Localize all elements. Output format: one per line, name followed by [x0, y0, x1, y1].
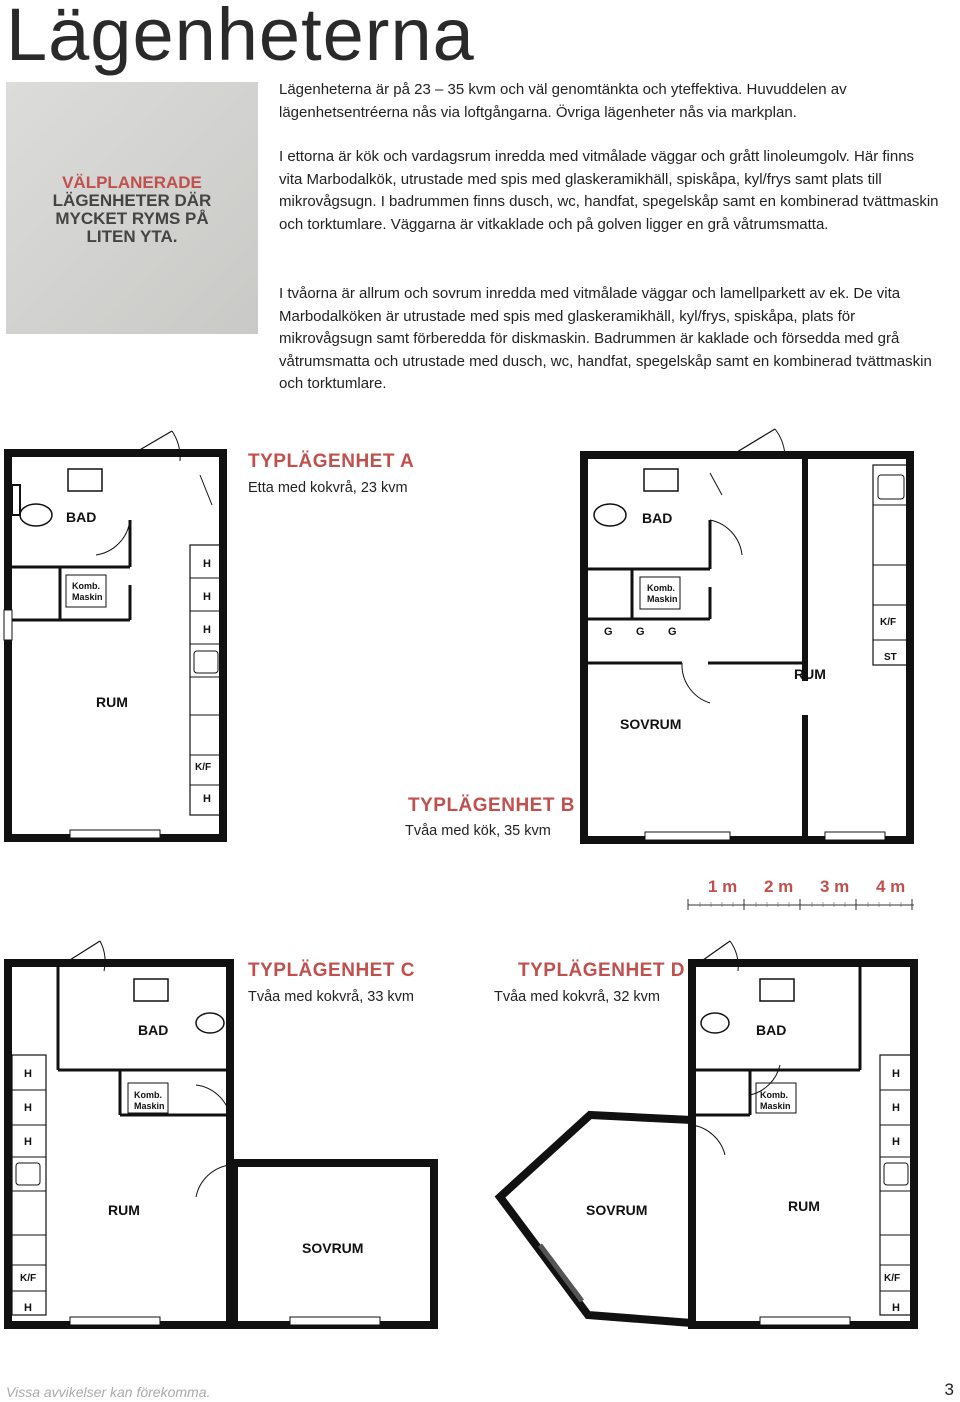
- floorplan-b: [570, 425, 920, 845]
- room-label: RUM: [788, 1198, 820, 1214]
- scale-label-2: 2 m: [764, 877, 794, 896]
- tagline-line: LITEN YTA.: [86, 227, 178, 246]
- floorplan-d: [460, 935, 920, 1335]
- disclaimer: Vissa avvikelser kan förekomma.: [6, 1384, 211, 1400]
- tagline: [6, 174, 258, 246]
- tvaor-paragraph: I tvåorna är allrum och sovrum inredda med vitmålade väggar och lamellparkett av ek. De vita Marbodalköken är utrustade med spis med glaskeramikhäll, kyl/frys, spiskåpa, plats för mikrovågsugn samt förberedda för diskmaskin. Badrummen är kaklade och försedda med grå våtrumsmatta och utrustade med dusch, wc, handfat, spegelskåp samt en kombinerad tvättmaskin och torktumlare.: [279, 285, 932, 392]
- room-label: SOVRUM: [620, 716, 682, 732]
- room-label: SOVRUM: [302, 1240, 364, 1256]
- ettor-paragraph: I ettorna är kök och vardagsrum inredda med vitmålade väggar och grått linoleumgolv. Här finns vita Marbodalkök, utrustade med spis med glaskeramikhäll, spiskåpa, kyl/frys samt plats till mikrovågsugn. I badrummen finns dusch, wc, handfat, spegelskåp samt en kombinerad tvättmaskin och torktumlare. Väggarna är vitkaklade och på golven ligger en grå våtrumsmatta.: [279, 148, 939, 233]
- h-label: H: [203, 624, 211, 636]
- g-label: G: [636, 626, 645, 638]
- tagline-line: MYCKET RYMS PÅ: [55, 209, 209, 228]
- floorplan-a: [0, 425, 232, 845]
- plan-a-title: TYPLÄGENHET A: [248, 451, 415, 472]
- h-label: H: [892, 1102, 900, 1114]
- komb-label: Komb.: [134, 1090, 162, 1100]
- scale-label-3: 3 m: [820, 877, 850, 896]
- kf-label: K/F: [884, 1273, 901, 1284]
- tagline-box: [6, 82, 258, 334]
- h-label: H: [203, 558, 211, 570]
- g-label: G: [668, 626, 677, 638]
- plan-d-subtitle: Tvåa med kokvrå, 32 kvm: [494, 989, 660, 1005]
- tagline-line: LÄGENHETER DÄR: [52, 191, 212, 210]
- komb-label: Komb.: [72, 581, 100, 591]
- room-label: RUM: [108, 1202, 140, 1218]
- h-label: H: [892, 1068, 900, 1080]
- h-label: H: [203, 591, 211, 603]
- page-number: 3: [944, 1380, 954, 1399]
- scale-label-1: 1 m: [708, 877, 738, 896]
- h-label: H: [24, 1068, 32, 1080]
- komb-label: Maskin: [72, 592, 103, 602]
- h-label: H: [892, 1136, 900, 1148]
- kf-label: K/F: [880, 617, 897, 628]
- h-label: H: [203, 793, 211, 805]
- room-label: RUM: [96, 694, 128, 710]
- h-label: H: [892, 1302, 900, 1314]
- st-label: ST: [884, 652, 897, 663]
- g-label: G: [604, 626, 613, 638]
- plan-b-title: TYPLÄGENHET B: [408, 795, 575, 816]
- room-label: BAD: [642, 510, 673, 526]
- tagline-accent: VÄLPLANERADE: [62, 173, 202, 192]
- plan-b-subtitle: Tvåa med kök, 35 kvm: [405, 823, 551, 839]
- room-label: SOVRUM: [586, 1202, 648, 1218]
- kf-label: K/F: [195, 762, 212, 773]
- komb-label: Komb.: [760, 1090, 788, 1100]
- h-label: H: [24, 1302, 32, 1314]
- room-label: BAD: [66, 509, 97, 525]
- intro-paragraph: Lägenheterna är på 23 – 35 kvm och väl genomtänkta och yteffektiva. Huvuddelen av lägenhetsentréerna nås via loftgångarna. Övriga lägenheter nås via markplan.: [279, 81, 847, 121]
- komb-label: Maskin: [647, 594, 678, 604]
- h-label: H: [24, 1102, 32, 1114]
- room-label: BAD: [756, 1022, 787, 1038]
- floorplan-c: [0, 935, 440, 1335]
- plan-d-title: TYPLÄGENHET D: [518, 960, 685, 981]
- page-title: Lägenheterna: [6, 0, 475, 76]
- komb-label: Maskin: [760, 1101, 791, 1111]
- plan-c-subtitle: Tvåa med kokvrå, 33 kvm: [248, 989, 414, 1005]
- komb-label: Maskin: [134, 1101, 165, 1111]
- kf-label: K/F: [20, 1273, 37, 1284]
- room-label: BAD: [138, 1022, 169, 1038]
- plan-a-subtitle: Etta med kokvrå, 23 kvm: [248, 480, 408, 496]
- plan-c-title: TYPLÄGENHET C: [248, 960, 415, 981]
- scale-label-4: 4 m: [876, 877, 906, 896]
- room-label: RUM: [794, 666, 826, 682]
- komb-label: Komb.: [647, 583, 675, 593]
- scale-bar: [686, 898, 916, 912]
- h-label: H: [24, 1136, 32, 1148]
